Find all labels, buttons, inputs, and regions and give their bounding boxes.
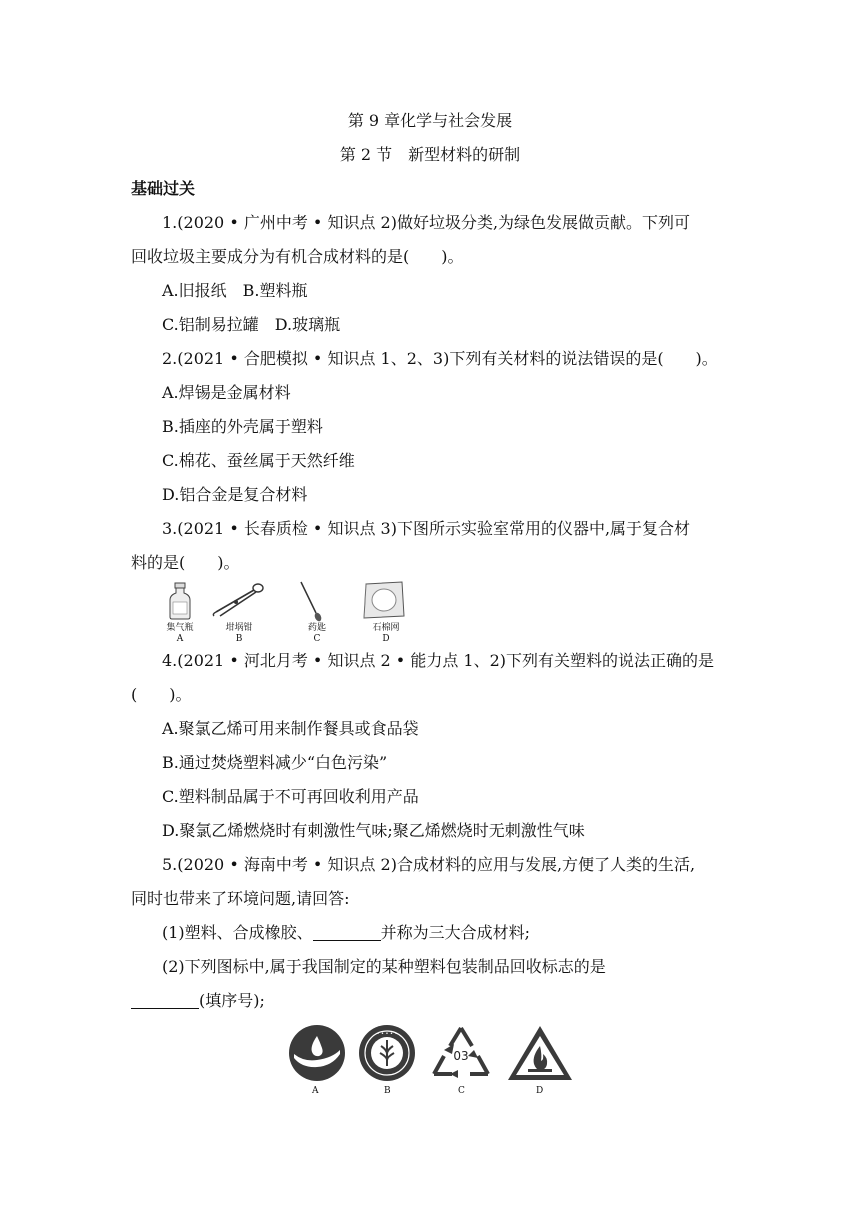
q5-sub2-blank[interactable]: [131, 992, 199, 1009]
q4-line2: ( )。: [131, 685, 192, 704]
recycle-code: 03: [453, 1049, 469, 1063]
q2-option-c: C.棉花、蚕丝属于天然纤维: [162, 451, 355, 470]
q3-figure-letter-b: B: [235, 634, 243, 644]
q3-figure-name-a: 集气瓶: [166, 623, 194, 633]
q1-line1: 1.(2020 • 广州中考 • 知识点 2)做好垃圾分类,为绿色发展做贡献。下列可: [162, 213, 691, 232]
q3-line1: 3.(2021 • 长春质检 • 知识点 3)下图所示实验室常用的仪器中,属于复合材: [162, 519, 691, 538]
q5-sub2-tail: (填序号);: [199, 991, 265, 1010]
q4-line1: 4.(2021 • 河北月考 • 知识点 2 • 能力点 1、2)下列有关塑料的说法正确的是: [162, 651, 715, 670]
recycle-03-icon: [430, 1024, 492, 1082]
q5-line1: 5.(2020 • 海南中考 • 知识点 2)合成材料的应用与发展,方便了人类的生活,: [162, 855, 696, 874]
q2-option-a: A.焊锡是金属材料: [162, 383, 291, 402]
chapter-title: 第 9 章化学与社会发展: [347, 111, 513, 130]
q5-sub2-answer: [131, 990, 265, 1012]
svg-text:• • • • •: • • • • •: [376, 1031, 398, 1037]
q3-figure-letter-a: A: [176, 634, 184, 644]
q5-figure-letter-c: C: [458, 1086, 465, 1096]
q5-sub1: [162, 922, 530, 944]
q4-option-c: C.塑料制品属于不可再回收利用产品: [162, 787, 419, 806]
asbestos-gauze-icon: [362, 580, 406, 620]
medicine-spoon-icon: [298, 580, 324, 622]
gas-jar-icon: [168, 582, 192, 620]
q5-line2: 同时也带来了环境问题,请回答:: [131, 889, 350, 908]
q2-option-b: B.插座的外壳属于塑料: [162, 417, 323, 436]
section-title: 第 2 节 新型材料的研制: [339, 145, 521, 164]
water-saving-icon: [288, 1024, 346, 1082]
q4-option-d: D.聚氯乙烯燃烧时有刺激性气味;聚乙烯燃烧时无刺激性气味: [162, 821, 585, 840]
q5-sub2: (2)下列图标中,属于我国制定的某种塑料包装制品回收标志的是: [162, 957, 606, 976]
q5-sub1-blank[interactable]: [313, 924, 381, 941]
q5-figure-letter-b: B: [384, 1086, 391, 1096]
q5-figure-letter-d: D: [536, 1086, 544, 1096]
q5-sub1-prefix: (1)塑料、合成橡胶、: [162, 923, 313, 942]
q3-figure-name-d: 石棉网: [372, 623, 400, 633]
q3-figure-letter-d: D: [382, 634, 390, 644]
q4-option-a: A.聚氯乙烯可用来制作餐具或食品袋: [162, 719, 419, 738]
green-food-seal-icon: [358, 1024, 416, 1082]
q1-options-cd: C.铝制易拉罐 D.玻璃瓶: [162, 315, 341, 334]
q5-sub1-suffix: 并称为三大合成材料;: [380, 923, 531, 942]
q3-line2: 料的是( )。: [131, 553, 240, 572]
flammable-warning-icon: [506, 1024, 574, 1082]
q1-line2: 回收垃圾主要成分为有机合成材料的是( )。: [131, 247, 464, 266]
q1-options-ab: A.旧报纸 B.塑料瓶: [162, 281, 308, 300]
section-label: 基础过关: [131, 179, 196, 198]
q5-figure-letter-a: A: [312, 1086, 319, 1096]
q3-figure-letter-c: C: [313, 634, 321, 644]
q3-figure-name-c: 药匙: [307, 623, 326, 633]
q2-option-d: D.铝合金是复合材料: [162, 485, 308, 504]
crucible-tongs-icon: [210, 582, 266, 618]
q2-line1: 2.(2021 • 合肥模拟 • 知识点 1、2、3)下列有关材料的说法错误的是( )。: [162, 349, 718, 368]
q4-option-b: B.通过焚烧塑料减少“白色污染”: [162, 753, 388, 772]
q3-figure-name-b: 坩埚钳: [225, 623, 253, 633]
